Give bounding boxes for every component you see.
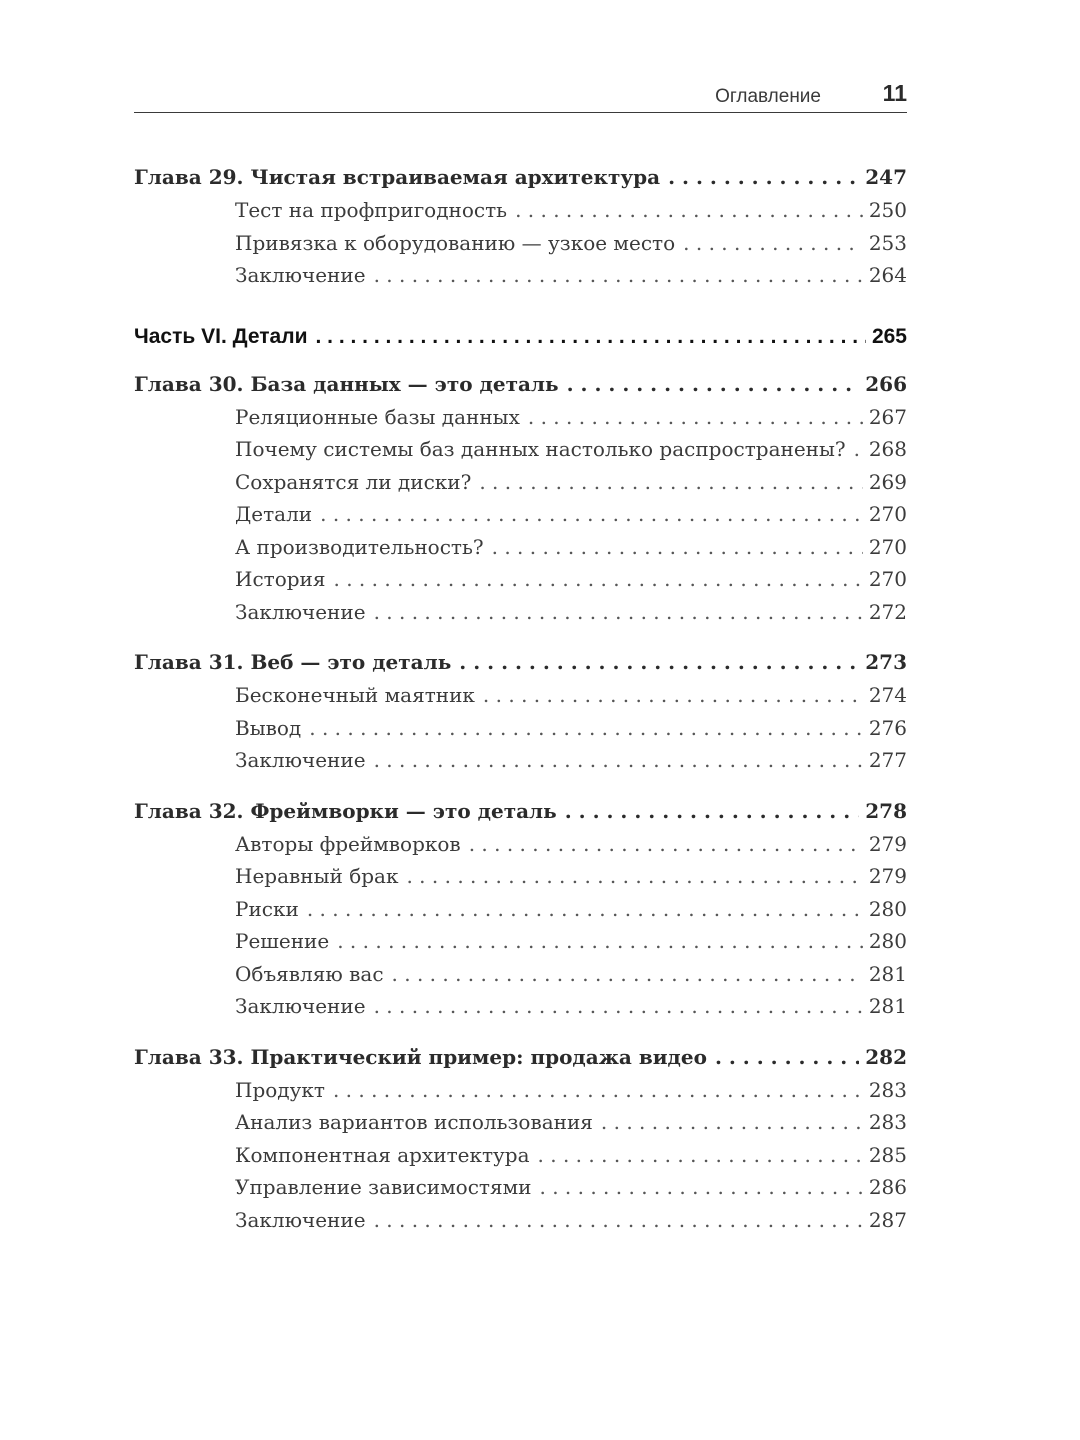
toc-entry-title: Глава 30. База данных — это деталь [134, 371, 559, 396]
toc-entry-page: 267 [868, 404, 907, 429]
toc-section [134, 679, 907, 712]
toc-entry-page: 266 [865, 371, 907, 396]
leader-dots [601, 1106, 863, 1139]
toc-entry-page: 283 [868, 1110, 907, 1134]
toc-entry-page: 270 [868, 502, 907, 526]
toc-section [134, 596, 907, 629]
toc-entry-title: Почему системы баз данных настолько распространены? [235, 437, 846, 461]
toc-section [134, 466, 907, 499]
leader-dots [683, 227, 863, 260]
toc-section [134, 925, 907, 958]
leader-dots [316, 320, 866, 354]
toc-section [134, 227, 907, 260]
toc-entry-title: Авторы фреймворков [235, 831, 461, 856]
toc-section [134, 259, 907, 292]
toc-section [134, 531, 907, 564]
leader-dots [309, 712, 863, 745]
toc-entry-page: 286 [868, 1175, 907, 1199]
toc-entry-title: Привязка к оборудованию — узкое место [235, 230, 676, 255]
toc-entry-title: Сохранятся ли диски? [235, 469, 472, 494]
toc-entry-page: 247 [865, 165, 907, 189]
toc-entry-page: 250 [868, 198, 907, 222]
leader-dots [483, 679, 863, 712]
toc-section [134, 860, 907, 893]
leader-dots [565, 794, 860, 828]
leader-dots [374, 744, 863, 777]
toc-entry-title: Заключение [235, 263, 366, 287]
toc-section [134, 958, 907, 991]
leader-dots [307, 893, 863, 926]
toc-entry-page: 280 [868, 896, 907, 921]
leader-dots [320, 498, 863, 531]
toc-section [134, 401, 907, 434]
toc-entry-page: 265 [871, 324, 907, 348]
toc-entry-title: Глава 29. Чистая встраиваемая архитектура [134, 165, 661, 189]
leader-dots [538, 1139, 863, 1172]
toc-entry-title: Часть VI. Детали [134, 324, 308, 348]
leader-dots [854, 433, 863, 466]
toc-entry-page: 281 [868, 961, 907, 986]
leader-dots [459, 645, 859, 679]
toc-entry-title: История [235, 567, 326, 591]
toc-entry-page: 279 [868, 864, 907, 888]
toc-entry-title: Компонентная архитектура [235, 1142, 530, 1167]
toc-section [134, 1106, 907, 1139]
leader-dots [374, 990, 863, 1023]
leader-dots [333, 1074, 863, 1107]
leader-dots [479, 466, 862, 499]
toc-entry-title: А производительность? [235, 534, 484, 559]
leader-dots [374, 1204, 863, 1237]
toc-entry-page: 269 [868, 469, 907, 494]
toc-section [134, 1074, 907, 1107]
leader-dots [515, 194, 863, 227]
toc-entry-page: 279 [868, 831, 907, 856]
toc-entry-title: Глава 31. Веб — это деталь [134, 650, 452, 674]
toc-entry-title: Тест на профпригодность [235, 198, 508, 222]
leader-dots [668, 160, 859, 194]
toc-section [134, 1204, 907, 1237]
toc-entry-page: 287 [868, 1207, 907, 1232]
toc-entry-page: 282 [865, 1044, 907, 1069]
table-of-contents [134, 160, 907, 1236]
toc-chapter-30 [134, 367, 907, 401]
toc-entry-page: 264 [868, 263, 907, 287]
toc-section [134, 990, 907, 1023]
toc-section [134, 498, 907, 531]
toc-entry-title: Заключение [235, 599, 366, 624]
toc-entry-title: Заключение [235, 748, 366, 772]
toc-section [134, 893, 907, 926]
toc-entry-page: 277 [868, 748, 907, 772]
toc-entry-title: Детали [235, 502, 313, 526]
toc-entry-page: 268 [868, 437, 907, 461]
leader-dots [528, 401, 863, 434]
toc-section [134, 828, 907, 861]
toc-section [134, 433, 907, 466]
leader-dots [406, 860, 862, 893]
toc-part-6 [134, 320, 907, 354]
toc-entry-title: Продукт [235, 1077, 325, 1102]
toc-entry-title: Управление зависимостями [235, 1175, 532, 1199]
toc-entry-page: 270 [868, 567, 907, 591]
toc-entry-title: Анализ вариантов использования [235, 1110, 593, 1134]
toc-section [134, 563, 907, 596]
toc-entry-title: Глава 33. Практический пример: продажа видео [134, 1044, 707, 1069]
toc-chapter-31 [134, 645, 907, 679]
toc-entry-page: 281 [868, 994, 907, 1018]
toc-entry-page: 253 [868, 230, 907, 255]
leader-dots [374, 596, 863, 629]
toc-entry-page: 280 [868, 929, 907, 953]
toc-entry-title: Решение [235, 929, 330, 953]
toc-entry-page: 283 [868, 1077, 907, 1102]
leader-dots [334, 563, 863, 596]
toc-chapter-33 [134, 1040, 907, 1074]
toc-entry-title: Вывод [235, 715, 302, 740]
running-header-title: Оглавление [715, 86, 821, 107]
toc-section [134, 744, 907, 777]
toc-entry-title: Заключение [235, 994, 366, 1018]
toc-section [134, 1171, 907, 1204]
leader-dots [567, 367, 860, 401]
toc-entry-page: 272 [868, 599, 907, 624]
toc-entry-title: Заключение [235, 1207, 366, 1232]
toc-section [134, 1139, 907, 1172]
toc-entry-title: Неравный брак [235, 864, 399, 888]
running-header [134, 78, 907, 113]
leader-dots [539, 1171, 862, 1204]
toc-entry-page: 274 [868, 683, 907, 707]
toc-entry-title: Объявляю вас [235, 961, 384, 986]
toc-entry-page: 270 [868, 534, 907, 559]
leader-dots [492, 531, 863, 564]
toc-section [134, 712, 907, 745]
toc-entry-page: 285 [868, 1142, 907, 1167]
leader-dots [337, 925, 863, 958]
toc-entry-title: Бесконечный маятник [235, 683, 475, 707]
toc-entry-title: Риски [235, 896, 299, 921]
leader-dots [392, 958, 863, 991]
toc-section [134, 194, 907, 227]
toc-chapter-32 [134, 794, 907, 828]
toc-entry-title: Реляционные базы данных [235, 404, 520, 429]
leader-dots [469, 828, 863, 861]
toc-entry-page: 278 [865, 798, 907, 823]
toc-entry-page: 273 [865, 650, 907, 674]
page-number: 11 [882, 80, 907, 106]
toc-entry-title: Глава 32. Фреймворки — это деталь [134, 798, 557, 823]
toc-chapter-29 [134, 160, 907, 194]
toc-entry-page: 276 [868, 715, 907, 740]
leader-dots [715, 1040, 859, 1074]
leader-dots [374, 259, 863, 292]
